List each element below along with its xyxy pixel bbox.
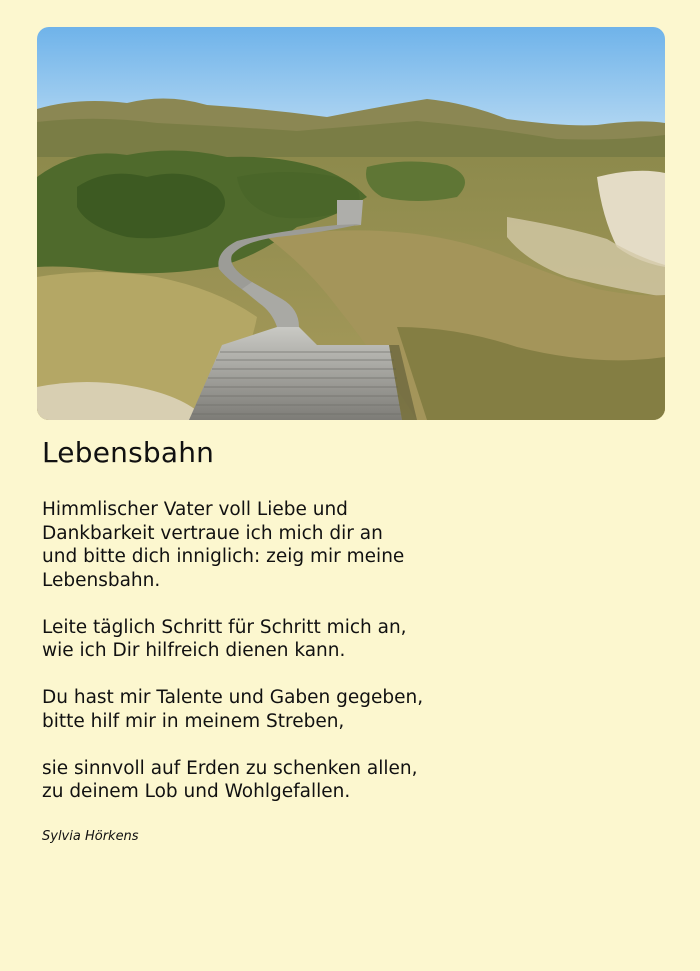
dune-boardwalk-photo bbox=[37, 27, 665, 420]
poem-stanza bbox=[42, 498, 502, 592]
poem-title: Lebensbahn bbox=[42, 436, 215, 469]
poem-line: und bitte dich inniglich: zeig mir meine bbox=[42, 546, 405, 567]
poem-stanza bbox=[42, 686, 502, 733]
poem-line: sie sinnvoll auf Erden zu schenken allen, bbox=[42, 757, 418, 779]
poem-line: Leite täglich Schritt für Schritt mich an, bbox=[42, 616, 407, 638]
poem-line: Du hast mir Talente und Gaben gegeben, bbox=[42, 687, 424, 708]
poem-line: bitte hilf mir in meinem Streben, bbox=[42, 710, 345, 732]
poem-stanza bbox=[42, 757, 502, 804]
poem-line: Dankbarkeit vertraue ich mich dir an bbox=[42, 522, 383, 544]
poem-line: wie ich Dir hilfreich dienen kann. bbox=[42, 640, 346, 661]
poem-line: zu deinem Lob und Wohlgefallen. bbox=[42, 781, 351, 802]
poem-line: Lebensbahn. bbox=[42, 569, 161, 591]
poem-body bbox=[42, 498, 502, 827]
poem-line: Himmlischer Vater voll Liebe und bbox=[42, 499, 348, 520]
poem-stanza bbox=[42, 616, 502, 663]
poem-author: Sylvia Hörkens bbox=[42, 829, 139, 844]
